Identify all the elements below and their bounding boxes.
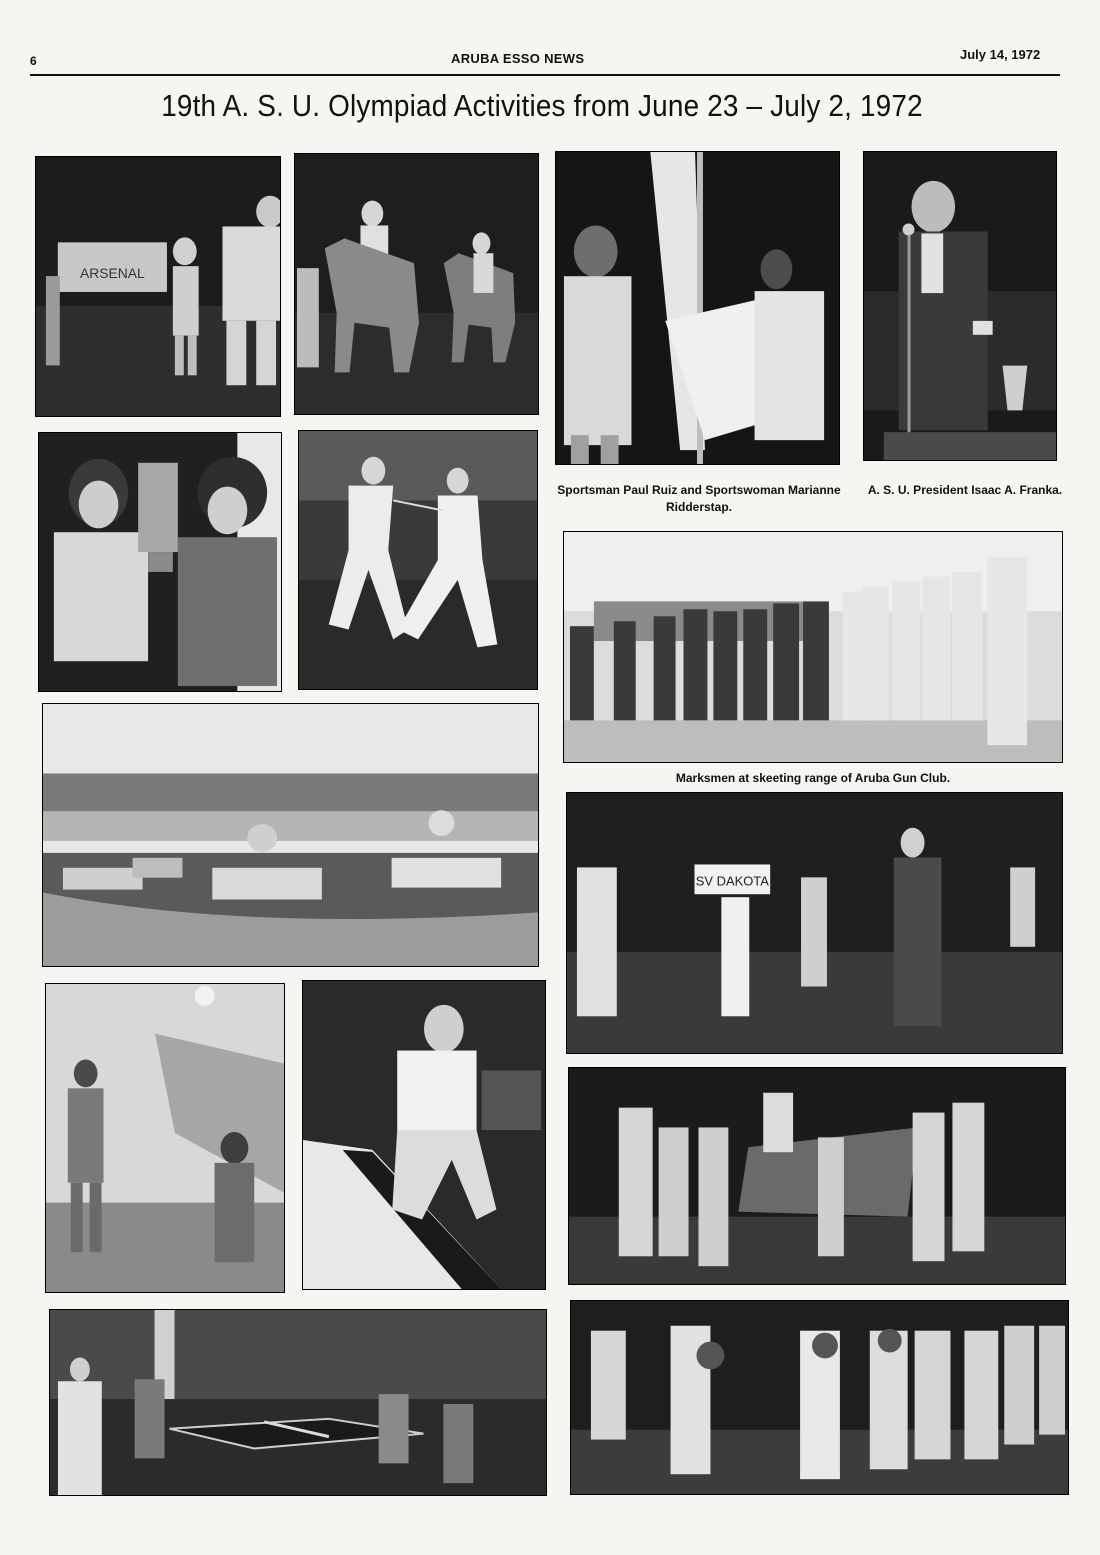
photo-marksmen [563,531,1063,763]
publication-name: ARUBA ESSO NEWS [451,51,585,66]
photo-go-karts [42,703,539,967]
header-rule [30,74,1060,76]
photo-youth-banner-parade [568,1067,1066,1285]
arsenal-banner-text: ARSENAL [79,265,145,282]
photo-trophy-presentation [38,432,282,692]
photo-arsenal-parade [35,156,281,417]
photo-table-tennis [49,1309,547,1496]
issue-date: July 14, 1972 [960,47,1041,62]
photo-bowling [302,980,546,1290]
photo-volleyball [45,983,285,1293]
photo-fencing [298,430,538,690]
photo-flag-ceremony [555,151,840,465]
photo-horse-riders [294,153,539,415]
page-headline: 19th A. S. U. Olympiad Activities from June 23 – July 2, 1972 [161,88,923,123]
caption-president: A. S. U. President Isaac A. Franka. [867,483,1063,497]
page-number: 6 [30,54,37,68]
photo-sv-dakota-parade [566,792,1063,1054]
caption-marksmen: Marksmen at skeeting range of Aruba Gun Club. [675,771,951,785]
photo-baseball-team-parade [570,1300,1069,1495]
photo-asu-president [863,151,1057,461]
dakota-banner-text: SV DAKOTA [695,873,769,889]
caption-flag-ceremony: Sportsman Paul Ruiz and Sportswoman Marianne Ridderstap. [557,483,841,514]
